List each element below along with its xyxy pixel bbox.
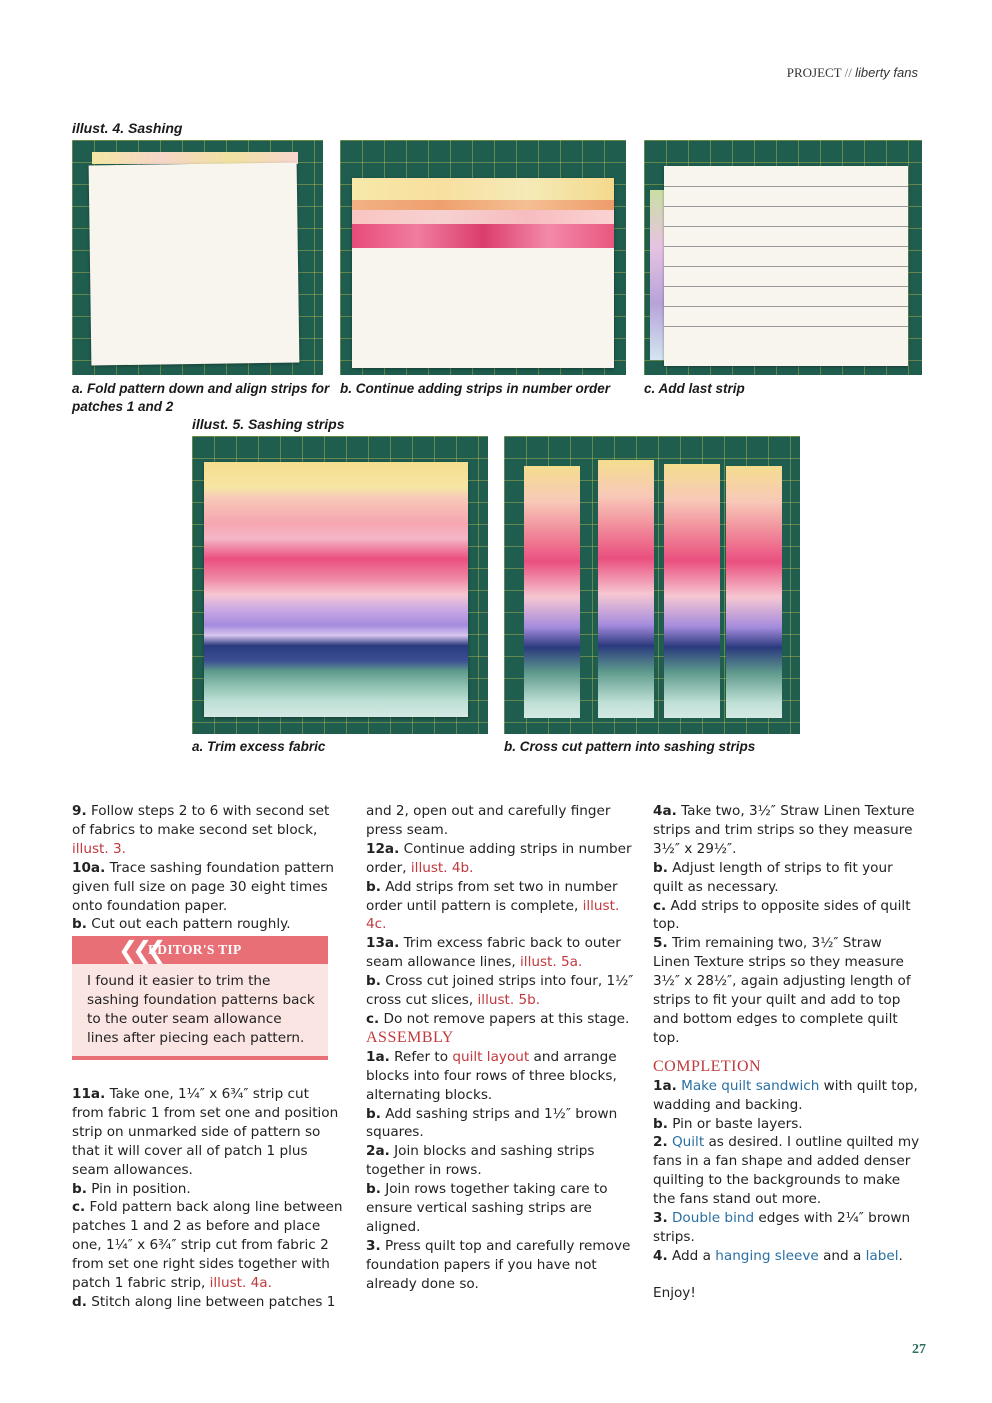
foundation-paper [664,166,908,366]
hanging-sleeve-link[interactable]: hanging sleeve [715,1247,819,1264]
step-4c: c. Add strips to opposite sides of quilt top. [653,897,911,933]
illust-ref: illust. 5a. [520,954,583,971]
caption-illust4c: c. Add last strip [644,381,745,396]
foundation-paper [352,178,614,368]
completion-2: 2. Quilt as desired. I outline quilted my fans in a fan shape and added denser quilting to the backgrounds to make the fans stand out more. [653,1134,920,1208]
column-1-bottom [72,1085,344,1312]
assembly-3: 3. Press quilt top and carefully remove foundation papers if you have not already done so. [366,1237,631,1292]
sashing-strip [664,464,720,718]
column-2 [366,802,634,1294]
enjoy-text: Enjoy! [653,1284,696,1301]
divider [72,1056,328,1060]
column-3 [653,802,923,1303]
photo-illust5b [504,436,800,734]
photo-illust5a [192,436,488,734]
completion-4: 4. Add a hanging sleeve and a label. [653,1247,903,1264]
step-10a: 10a. Trace sashing foundation pattern given full size on page 30 eight times onto foundation paper. [72,859,335,914]
caption-illust5b: b. Cross cut pattern into sashing strips [504,739,756,754]
chevron-icon: ❮❮❮ [118,936,161,964]
double-bind-link[interactable]: Double bind [667,1210,755,1227]
illust-ref: illust. 5b. [477,992,541,1009]
step-13c: c. Do not remove papers at this stage. [366,1010,630,1027]
page-number: 27 [912,1342,926,1357]
step-11b: b. Pin in position. [72,1180,191,1197]
editors-tip-bar [72,936,328,964]
step-4b: b. Adjust length of strips to fit your quilt as necessary. [653,859,893,895]
quilt-sandwich-link[interactable]: Make quilt sandwich [676,1077,820,1094]
assembly-1b: b. Add sashing strips and 1½″ brown squares. [366,1105,618,1141]
running-header [787,65,918,81]
editors-tip-box [72,936,328,1060]
assembly-2a: 2a. Join blocks and sashing strips together in rows. [366,1143,595,1179]
photo-illust4b [340,140,626,375]
assembly-2b: b. Join rows together taking care to ensure vertical sashing strips are aligned. [366,1181,608,1235]
illust-ref: illust. 4b. [410,859,474,876]
column-1-top [72,802,344,934]
step-13b: b. Cross cut joined strips into four, 1½″ cross cut slices, illust. 5b. [366,973,634,1009]
completion-1a: 1a. Make quilt sandwich with quilt top, wadding and backing. [653,1077,918,1113]
foundation-paper [89,163,300,366]
step-11d-cont: and 2, open out and carefully finger press seam. [366,803,611,838]
header-section: PROJECT [786,65,842,80]
illust-ref: illust. 4a. [209,1275,272,1292]
sashing-strip [726,466,782,718]
step-9: 9. Follow steps 2 to 6 with second set of fabrics to make second set block, illust. 3. [72,803,330,857]
sashing-strip [524,466,580,718]
editors-tip-label: EDITOR'S TIP [148,942,242,957]
photo-illust4a [72,140,323,375]
illust-ref: illust. 3. [72,840,126,857]
pieced-sashing-panel [204,462,468,717]
assembly-heading: ASSEMBLY [366,1028,454,1046]
illust4-title: illust. 4. Sashing [72,120,183,136]
sashing-strip [598,460,654,718]
step-11c: c. Fold pattern back along line between patches 1 and 2 as before and place one, 1¼″ x 6¾″ strip cut from fabric 2 from set one right sides together with patch 1 fabric strip, illust. 4a. [72,1199,343,1292]
caption-illust5a: a. Trim excess fabric [192,739,326,754]
step-5: 5. Trim remaining two, 3½″ Straw Linen Texture strips so they measure 3½″ x 28½″, again adjusting length of strips to fit your quilt and add to top and bottom edges to complete quilt top. [653,935,911,1046]
step-13a: 13a. Trim excess fabric back to outer seam allowance lines, illust. 5a. [366,935,621,971]
assembly-1a: 1a. Refer to quilt layout and arrange blocks into four rows of three blocks, alternating blocks. [366,1048,617,1103]
completion-3: 3. Double bind edges with 2¼″ brown strips. [653,1210,911,1245]
label-link[interactable]: label [865,1247,899,1264]
editors-tip-text: I found it easier to trim the sashing foundation patterns back to the outer seam allowance lines after piecing each pattern. [87,973,315,1046]
completion-1b: b. Pin or baste layers. [653,1115,803,1132]
completion-heading: COMPLETION [653,1057,762,1075]
step-4a: 4a. Take two, 3½″ Straw Linen Texture strips and trim strips so they measure 3½″ x 29½″. [653,803,915,857]
quilt-layout-link[interactable]: quilt layout [452,1048,530,1065]
illust-ref: illust. 4c. [366,897,620,933]
header-separator: // [844,65,852,80]
header-title: liberty fans [855,65,918,80]
step-11a: 11a. Take one, 1¼″ x 6¾″ strip cut from fabric 1 from set one and position strip on unmarked side of pattern so that it will cover all of patch 1 plus seam allowances. [72,1086,339,1178]
caption-illust4b: b. Continue adding strips in number order [340,381,611,396]
step-10b: b. Cut out each pattern roughly. [72,916,291,933]
step-11d: d. Stitch along line between patches 1 [72,1293,336,1310]
illust5-title: illust. 5. Sashing strips [192,416,345,432]
step-12b: b. Add strips from set two in number order until pattern is complete, illust. 4c. [366,878,620,933]
caption-illust4a: a. Fold pattern down and align strips for patches 1 and 2 [72,381,330,414]
photo-illust4c [644,140,922,375]
step-12a: 12a. Continue adding strips in number order, illust. 4b. [366,840,632,876]
quilt-link[interactable]: Quilt [667,1134,705,1151]
